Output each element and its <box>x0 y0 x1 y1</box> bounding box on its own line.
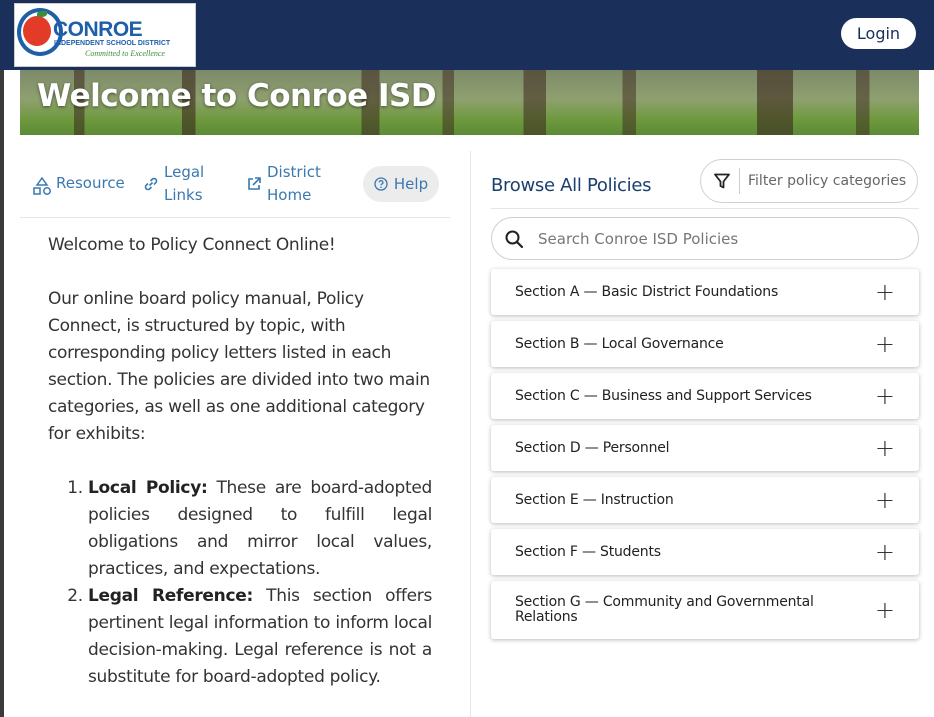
search-icon <box>504 229 524 249</box>
policy-category-list <box>48 475 432 691</box>
browse-title: Browse All Policies <box>491 175 652 196</box>
top-navbar <box>0 0 934 70</box>
legal-links-label: Legal Links <box>164 163 205 204</box>
hero-title: Welcome to Conroe ISD <box>37 78 437 114</box>
logo-name: CONROE <box>53 18 143 41</box>
search-input[interactable] <box>538 230 898 248</box>
policy-sections-list <box>491 269 919 645</box>
section-b-accordion[interactable] <box>491 321 919 367</box>
section-e-accordion[interactable] <box>491 477 919 523</box>
section-f-accordion[interactable] <box>491 529 919 575</box>
section-a-accordion[interactable] <box>491 269 919 315</box>
browse-divider <box>491 208 919 209</box>
plus-icon[interactable]: + <box>874 382 895 410</box>
section-label: Section D — Personnel <box>515 439 670 456</box>
district-home-link[interactable] <box>245 141 321 207</box>
external-link-icon <box>245 175 263 193</box>
list-item-term: Local Policy: <box>88 478 208 498</box>
section-g-accordion[interactable] <box>491 581 919 639</box>
link-icon <box>142 175 160 193</box>
section-label: Section G — Community and Governmental Relations <box>515 594 814 625</box>
search-field[interactable] <box>491 217 919 260</box>
plus-icon[interactable]: + <box>874 330 895 358</box>
logo-tagline: Committed to Excellence <box>85 49 165 58</box>
list-item-text: These are board-adopted policies designed to fulfill legal obligations and mirror local values, practices, and expectations. <box>88 478 432 579</box>
main-content <box>4 70 934 717</box>
help-button[interactable] <box>363 166 439 202</box>
column-divider <box>470 151 471 717</box>
intro-text <box>48 232 432 691</box>
question-circle-icon <box>374 177 388 191</box>
filter-icon <box>713 172 731 190</box>
shapes-icon <box>32 176 52 196</box>
list-item-term: Legal Reference: <box>88 586 253 606</box>
list-item <box>88 583 432 691</box>
list-item <box>88 475 432 583</box>
plus-icon[interactable]: + <box>874 278 895 306</box>
list-item-text: This section offers pertinent legal information to inform local decision-making. Legal reference is not a substitute for board-adopted policy. <box>88 586 433 687</box>
login-button[interactable]: Login <box>841 18 916 49</box>
apple-icon <box>23 16 51 46</box>
plus-icon[interactable]: + <box>874 486 895 514</box>
section-label: Section E — Instruction <box>515 491 674 508</box>
intro-paragraph: Our online board policy manual, Policy Connect, is structured by topic, with corresponding policy letters listed in each section. The policies are divided into two main categories, as well as one additional category for exhibits: <box>48 289 430 444</box>
district-logo[interactable] <box>14 3 196 67</box>
intro-heading: Welcome to Policy Connect Online! <box>48 235 336 255</box>
leaf-icon <box>37 11 47 17</box>
section-c-accordion[interactable] <box>491 373 919 419</box>
section-label: Section A — Basic District Foundations <box>515 283 779 300</box>
help-label: Help <box>393 175 429 193</box>
hero-banner <box>20 70 919 135</box>
filter-input[interactable] <box>748 173 916 189</box>
section-label: Section F — Students <box>515 543 661 560</box>
section-label: Section C — Business and Support Services <box>515 387 812 404</box>
resource-link[interactable] <box>32 172 125 196</box>
section-d-accordion[interactable] <box>491 425 919 471</box>
legal-links-link[interactable] <box>142 141 204 207</box>
resource-link-label: Resource <box>56 174 125 192</box>
plus-icon[interactable]: + <box>874 434 895 462</box>
filter-field[interactable] <box>700 159 918 203</box>
section-label: Section B — Local Governance <box>515 335 724 352</box>
district-home-label: District Home <box>267 163 321 204</box>
quick-links-bar <box>20 151 450 218</box>
plus-icon[interactable]: + <box>874 538 895 566</box>
logo-subtitle: INDEPENDENT SCHOOL DISTRICT <box>54 40 171 47</box>
filter-separator <box>739 168 740 194</box>
plus-icon[interactable]: + <box>874 596 895 624</box>
